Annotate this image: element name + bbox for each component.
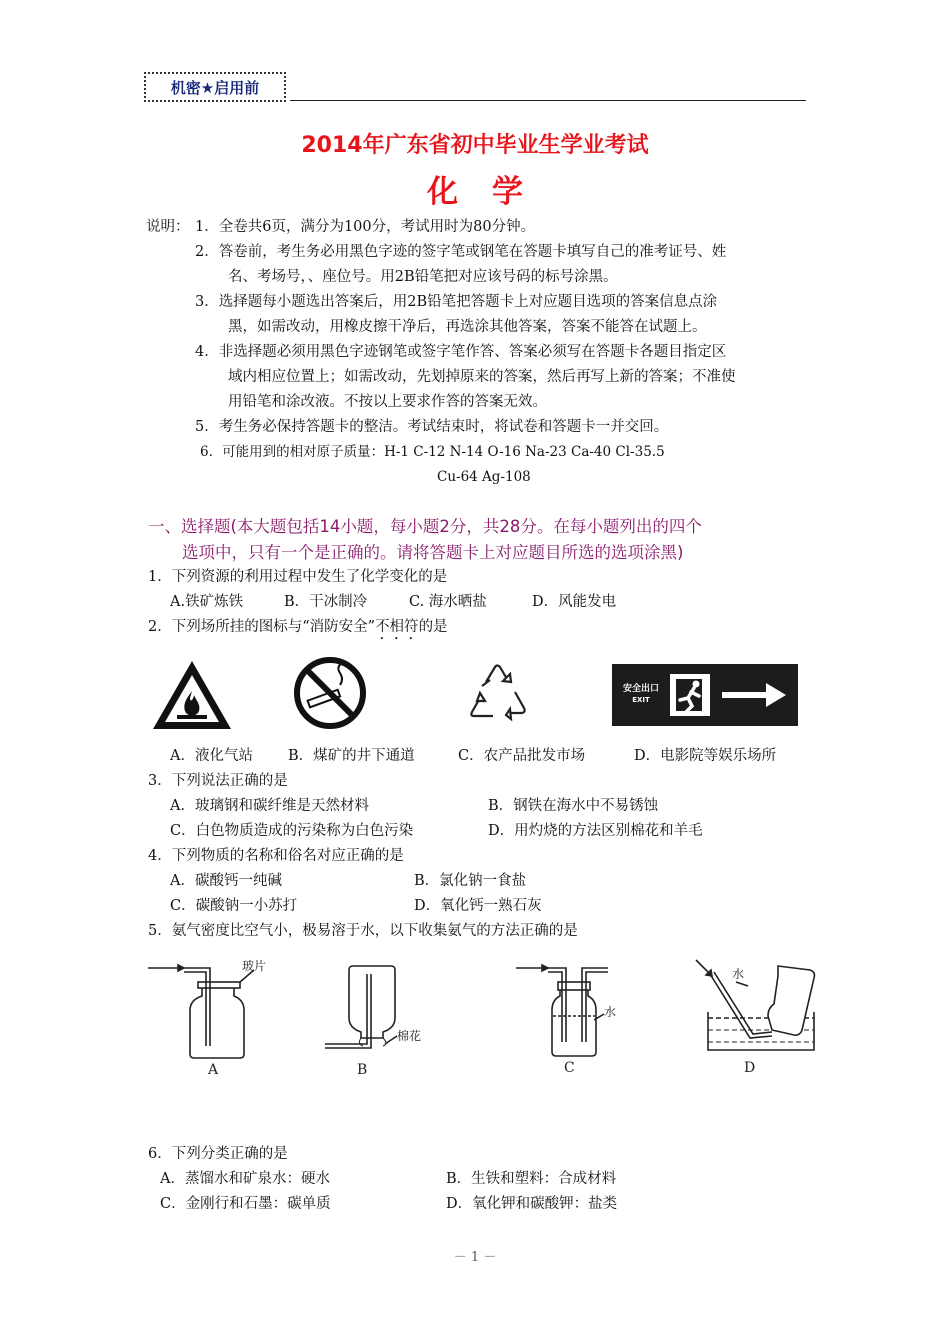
question-stem: 4．下列物质的名称和俗名对应正确的是 xyxy=(148,848,404,864)
section-heading: 选项中，只有一个是正确的。请将答题卡上对应题目所选的选项涂黑) xyxy=(182,543,684,562)
option-a: A．液化气站 xyxy=(170,748,253,764)
apparatus-c-diagram xyxy=(512,956,642,1080)
glass-plate-label: 玻片 xyxy=(242,959,267,973)
option-c: C．碳酸钠一小苏打 xyxy=(170,898,298,914)
page-number: － 1 － xyxy=(453,1250,497,1265)
instructions-prefix: 说明： xyxy=(146,219,190,235)
option-c: C．农产品批发市场 xyxy=(458,748,586,764)
option-d: D．风能发电 xyxy=(532,594,617,610)
option-a: A.铁矿炼铁 xyxy=(170,594,244,610)
question-stem: 5．氨气密度比空气小，极易溶于水，以下收集氨气的方法正确的是 xyxy=(148,923,578,939)
no-smoking-icon xyxy=(292,655,368,731)
instruction-line: 域内相应位置上；如需改动，先划掉原来的答案，然后再写上新的答案；不准使 xyxy=(228,369,736,385)
exit-sign-chinese: 安全出口 xyxy=(622,684,659,694)
apparatus-c-label: C xyxy=(564,1060,575,1076)
question-stem xyxy=(148,615,448,643)
instruction-line: 5．考生务必保持答题卡的整洁。考试结束时，将试卷和答题卡一并交回。 xyxy=(195,419,669,435)
stem-text: 2．下列场所挂的图标与“消防安全” xyxy=(148,619,376,635)
cotton-label: 棉花 xyxy=(397,1029,422,1043)
instruction-line: 2．答卷前，考生务必用黑色字迹的签字笔或钢笔在答题卡填写自己的准考证号、姓 xyxy=(195,244,727,260)
apparatus-b-label: B xyxy=(357,1062,368,1078)
flammable-warning-icon xyxy=(150,658,234,732)
instruction-line: 黑，如需改动，用橡皮擦干净后，再选涂其他答案，答案不能答在试题上。 xyxy=(228,319,707,335)
recycle-icon xyxy=(460,660,534,728)
option-b: B．生铁和塑料：合成材料 xyxy=(446,1171,617,1187)
instruction-line: 1．全卷共6页，满分为100分，考试用时为80分钟。 xyxy=(195,219,536,235)
option-c: C．金刚行和石墨：碳单质 xyxy=(160,1196,331,1212)
question-stem: 1．下列资源的利用过程中发生了化学变化的是 xyxy=(148,569,448,585)
apparatus-d-diagram xyxy=(692,956,832,1080)
apparatus-b-diagram xyxy=(305,960,445,1080)
emergency-exit-sign xyxy=(612,664,798,726)
stem-text: 的是 xyxy=(418,619,448,635)
question-stem: 3．下列说法正确的是 xyxy=(148,773,288,789)
option-d: D．用灼烧的方法区别棉花和羊毛 xyxy=(488,823,703,839)
option-d: D．氧化钙一熟石灰 xyxy=(414,898,542,914)
instruction-line: Cu-64 Ag-108 xyxy=(437,469,531,485)
option-a: A．蒸馏水和矿泉水：硬水 xyxy=(160,1171,330,1187)
option-b: B．煤矿的井下通道 xyxy=(288,748,415,764)
water-label: 水 xyxy=(604,1005,617,1019)
header-rule xyxy=(290,100,806,101)
confidential-stamp: 机密★启用前 xyxy=(144,72,286,102)
option-b: B．氯化钠一食盐 xyxy=(414,873,527,889)
section-heading: 一、选择题(本大题包括14小题，每小题2分，共28分。在每小题列出的四个 xyxy=(148,517,702,536)
apparatus-d-label: D xyxy=(744,1060,756,1076)
running-man-icon xyxy=(668,670,792,720)
instruction-line: 用铅笔和涂改液。不按以上要求作答的答案无效。 xyxy=(228,394,547,410)
option-c: C. 海水晒盐 xyxy=(409,594,487,610)
option-d: D．氧化钾和碳酸钾：盐类 xyxy=(446,1196,618,1212)
option-b: B．干冰制冷 xyxy=(284,594,368,610)
apparatus-a-diagram xyxy=(144,956,284,1080)
water-label: 水 xyxy=(732,967,745,981)
instruction-line: 名、考场号，、座位号。用2B铅笔把对应该号码的标号涂黑。 xyxy=(228,269,618,285)
option-d: D．电影院等娱乐场所 xyxy=(634,748,777,764)
apparatus-a-label: A xyxy=(208,1062,219,1078)
exam-title: 2014年广东省初中毕业生学业考试 xyxy=(301,133,649,158)
instruction-line: 6．可能用到的相对原子质量：H-1 C-12 N-14 O-16 Na-23 Ca-40 Cl-35.5 xyxy=(200,444,665,460)
exit-sign-english: EXIT xyxy=(632,696,650,704)
subject-title: 化学 xyxy=(427,174,557,210)
option-a: A．玻璃钢和碳纤维是天然材料 xyxy=(170,798,369,814)
instruction-line: 4．非选择题必须用黑色字迹钢笔或签字笔作答、答案必须写在答题卡各题目指定区 xyxy=(195,344,727,360)
option-c: C．白色物质造成的污染称为白色污染 xyxy=(170,823,414,839)
option-a: A．碳酸钙一纯碱 xyxy=(170,873,282,889)
stem-emphasis: 不相符 xyxy=(375,619,419,635)
instruction-line: 3．选择题每小题选出答案后，用2B铅笔把答题卡上对应题目选项的答案信息点涂 xyxy=(195,294,718,310)
question-stem: 6．下列分类正确的是 xyxy=(148,1146,288,1162)
option-b: B．钢铁在海水中不易锈蚀 xyxy=(488,798,659,814)
